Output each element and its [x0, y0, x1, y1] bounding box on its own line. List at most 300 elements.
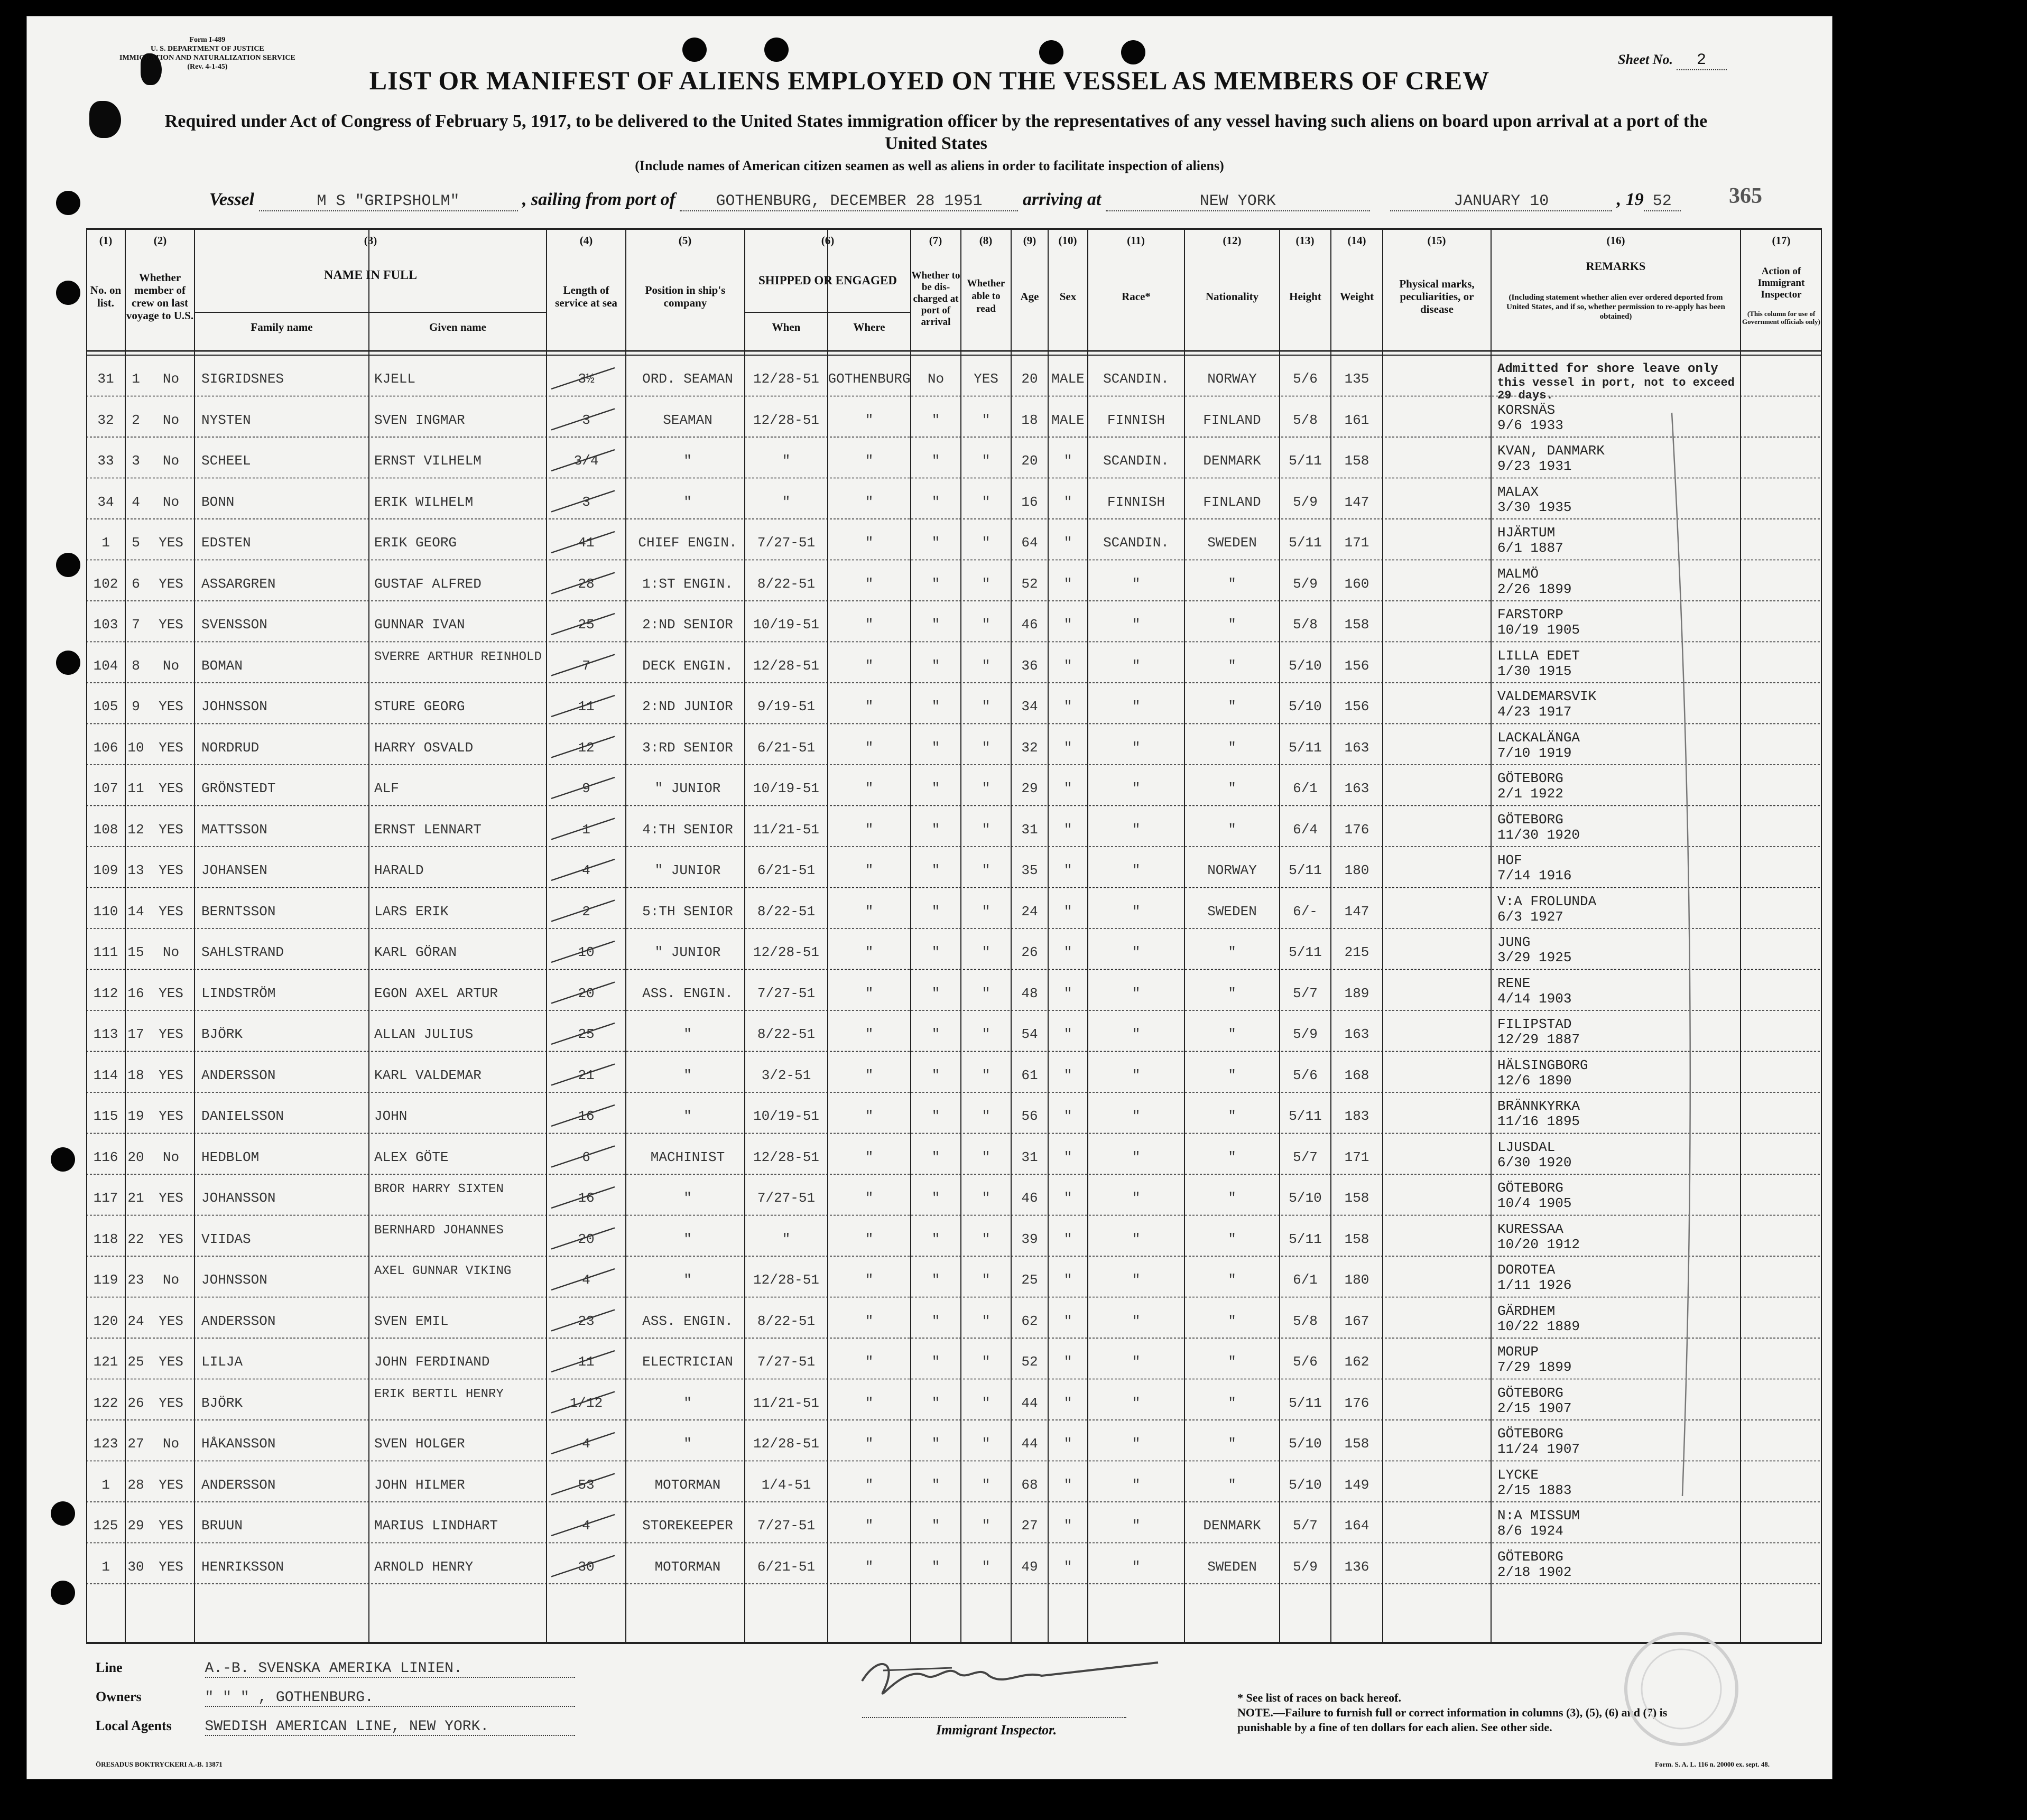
list-number: 1: [101, 535, 110, 551]
family-name: EDSTEN: [201, 535, 251, 551]
age: 31: [1021, 821, 1038, 838]
arrival-year: 52: [1644, 192, 1681, 211]
row-number: 13: [127, 862, 144, 878]
row-number: 2: [132, 412, 140, 428]
shipped-when: 10/19-51: [753, 781, 819, 796]
family-name: ASSARGREN: [201, 575, 276, 592]
given-name: ARNOLD HENRY: [374, 1558, 474, 1575]
family-name: BERNTSSON: [201, 903, 276, 920]
shipped-where: ": [865, 453, 874, 469]
prev-voyage: YES: [159, 1558, 183, 1575]
height: 5/11: [1289, 944, 1322, 960]
weight: 156: [1344, 657, 1369, 674]
nationality: NORWAY: [1207, 862, 1257, 878]
row-number: 20: [127, 1149, 144, 1165]
column-number: (9): [1023, 234, 1036, 247]
row-number: 28: [127, 1477, 144, 1493]
shipped-where: ": [865, 1067, 874, 1083]
line-value: A.-B. SVENSKA AMERIKA LINIEN.: [205, 1660, 575, 1678]
sex: ": [1063, 1477, 1072, 1493]
list-number: 122: [93, 1395, 118, 1411]
crew-table: [86, 228, 1822, 1644]
prev-voyage: No: [162, 657, 180, 674]
remarks-line2: 10/4 1905: [1497, 1195, 1572, 1211]
position: ASS. ENGIN.: [642, 1313, 733, 1329]
prev-voyage: YES: [159, 821, 183, 838]
department: U. S. DEPARTMENT OF JUSTICE: [151, 45, 264, 53]
discharged: ": [931, 821, 940, 838]
able-to-read: ": [982, 821, 991, 838]
remarks: [1497, 935, 1738, 965]
weight: 158: [1344, 1436, 1369, 1452]
able-to-read: ": [982, 862, 991, 878]
weight: 147: [1344, 494, 1369, 510]
height: 5/11: [1289, 1231, 1322, 1247]
age: 39: [1021, 1231, 1038, 1247]
discharged: ": [931, 699, 940, 714]
nationality: ": [1228, 1231, 1236, 1247]
length-of-service: 11: [578, 699, 595, 714]
height: 5/6: [1293, 1067, 1318, 1083]
remarks: [1497, 648, 1738, 679]
weight: 163: [1344, 739, 1369, 756]
remarks-line1: JUNG: [1497, 935, 1531, 950]
position: 4:TH SENIOR: [642, 821, 733, 838]
header-discharged: Whether to be dis-charged at port of arrival: [911, 270, 960, 328]
position: CHIEF ENGIN.: [638, 535, 737, 551]
family-name: JOHNSSON: [201, 699, 267, 714]
prev-voyage: YES: [159, 903, 183, 920]
age: 34: [1021, 699, 1038, 714]
prev-voyage: YES: [159, 575, 183, 592]
able-to-read: ": [982, 1108, 991, 1124]
height: 5/11: [1289, 453, 1322, 469]
shipped-where: ": [865, 821, 874, 838]
length-of-service: 4: [582, 1436, 590, 1452]
position: MOTORMAN: [654, 1477, 721, 1493]
remarks-line1: KVAN, DANMARK: [1497, 443, 1605, 459]
age: 20: [1021, 371, 1038, 387]
height: 5/11: [1289, 862, 1322, 878]
shipped-when: 3/2-51: [761, 1067, 811, 1083]
remarks-line1: GÖTEBORG: [1497, 771, 1563, 786]
discharged: ": [931, 1436, 940, 1452]
nationality: ": [1228, 1477, 1236, 1493]
column-number: (11): [1127, 234, 1145, 247]
shipped-when: 8/22-51: [757, 575, 816, 592]
discharged: ": [931, 1231, 940, 1247]
discharged: ": [931, 575, 940, 592]
height: 6/1: [1293, 1272, 1318, 1288]
arriving-label: arriving at: [1022, 190, 1102, 209]
prev-voyage: YES: [159, 1067, 183, 1083]
remarks: [1497, 812, 1738, 843]
remarks-line2: 1/11 1926: [1497, 1277, 1572, 1293]
prev-voyage: YES: [159, 1313, 183, 1329]
length-of-service: 3: [582, 494, 590, 510]
list-number: 115: [93, 1108, 118, 1124]
nationality: ": [1228, 617, 1236, 633]
age: 18: [1021, 412, 1038, 428]
race-note: * See list of races on back hereof.: [1237, 1691, 1401, 1704]
prev-voyage: YES: [159, 1395, 183, 1411]
remarks-line2: 11/16 1895: [1497, 1113, 1580, 1129]
remarks: [1497, 894, 1738, 925]
remarks: [1497, 1222, 1738, 1252]
shipped-when: 9/19-51: [757, 699, 816, 714]
position: 5:TH SENIOR: [642, 903, 733, 920]
header-sex: Sex: [1059, 290, 1077, 303]
prev-voyage: No: [162, 1436, 180, 1452]
list-number: 32: [97, 412, 114, 428]
remarks: [1497, 403, 1738, 433]
sex: ": [1063, 1026, 1072, 1042]
remarks: [1497, 485, 1738, 515]
row-number: 1: [132, 371, 140, 387]
length-of-service: 25: [578, 617, 595, 633]
remarks-line1: LJUSDAL: [1497, 1139, 1556, 1155]
nationality: ": [1228, 1190, 1236, 1206]
race: SCANDIN.: [1103, 535, 1169, 551]
given-name: BERNHARD JOHANNES: [374, 1223, 504, 1238]
shipped-where: ": [865, 617, 874, 633]
remarks-line1: KORSNÄS: [1497, 402, 1556, 418]
header-remarks: REMARKS: [1586, 259, 1646, 273]
position: ": [683, 1272, 692, 1288]
page-title: LIST OR MANIFEST OF ALIENS EMPLOYED ON THE VESSEL AS MEMBERS OF CREW: [369, 66, 1490, 95]
discharged: ": [931, 1354, 940, 1370]
weight: 158: [1344, 453, 1369, 469]
vessel-name: M S "GRIPSHOLM": [259, 192, 518, 211]
position: 1:ST ENGIN.: [642, 575, 733, 592]
nationality: ": [1228, 781, 1236, 796]
remarks: [1497, 1508, 1738, 1539]
family-name: DANIELSSON: [201, 1108, 284, 1124]
header-age: Age: [1020, 290, 1039, 303]
shipped-where: ": [865, 575, 874, 592]
shipped-where: ": [865, 862, 874, 878]
sex: ": [1063, 1558, 1072, 1575]
given-name: ERNST VILHELM: [374, 453, 482, 469]
manifest-sheet: [26, 16, 1832, 1779]
row-number: 17: [127, 1026, 144, 1042]
sex: ": [1063, 1436, 1072, 1452]
sex: ": [1063, 821, 1072, 838]
shipped-when: 7/27-51: [757, 1354, 816, 1370]
given-name: GUNNAR IVAN: [374, 617, 465, 633]
row-number: 25: [127, 1354, 144, 1370]
given-name: ERNST LENNART: [374, 821, 482, 838]
remarks: [1497, 1549, 1738, 1580]
nationality: DENMARK: [1203, 1518, 1261, 1534]
header-given-name: Given name: [429, 320, 486, 333]
remarks-line2: 10/19 1905: [1497, 622, 1580, 638]
able-to-read: ": [982, 535, 991, 551]
list-number: 102: [93, 575, 118, 592]
family-name: ANDERSSON: [201, 1477, 276, 1493]
able-to-read: ": [982, 1231, 991, 1247]
revision: (Rev. 4-1-45): [187, 63, 228, 71]
list-number: 104: [93, 657, 118, 674]
prev-voyage: No: [162, 494, 180, 510]
age: 24: [1021, 903, 1038, 920]
list-number: 1: [101, 1558, 110, 1575]
position: ": [683, 1067, 692, 1083]
shipped-where: ": [865, 1108, 874, 1124]
height: 6/1: [1293, 781, 1318, 796]
sex: ": [1063, 1067, 1072, 1083]
punch-hole: [51, 1147, 75, 1172]
weight: 161: [1344, 412, 1369, 428]
column-number: (8): [979, 234, 993, 247]
sex: ": [1063, 494, 1072, 510]
race: SCANDIN.: [1103, 371, 1169, 387]
age: 25: [1021, 1272, 1038, 1288]
prev-voyage: YES: [159, 1026, 183, 1042]
height: 5/10: [1289, 699, 1322, 714]
remarks-line1: LYCKE: [1497, 1467, 1539, 1483]
header-height: Height: [1289, 290, 1321, 303]
punch-hole: [56, 553, 80, 577]
remarks-line1: MALAX: [1497, 484, 1539, 500]
shipped-when: 7/27-51: [757, 535, 816, 551]
list-number: 116: [93, 1149, 118, 1165]
discharged: ": [931, 1313, 940, 1329]
shipped-when: ": [782, 1231, 791, 1247]
remarks-line1: FARSTORP: [1497, 607, 1563, 623]
age: 29: [1021, 781, 1038, 796]
shipped-where: ": [865, 1231, 874, 1247]
length-of-service: 6: [582, 1149, 590, 1165]
height: 5/10: [1289, 1190, 1322, 1206]
shipped-when: 8/22-51: [757, 1026, 816, 1042]
remarks-line1: BRÄNNKYRKA: [1497, 1099, 1580, 1114]
list-number: 121: [93, 1354, 118, 1370]
position: ELECTRICIAN: [642, 1354, 733, 1370]
given-name: ERIK GEORG: [374, 535, 457, 551]
race: ": [1132, 1436, 1141, 1452]
discharged: ": [931, 1518, 940, 1534]
length-of-service: 3/4: [573, 453, 599, 469]
weight: 158: [1344, 1231, 1369, 1247]
departure-port: GOTHENBURG, DECEMBER 28 1951: [680, 192, 1018, 211]
prev-voyage: YES: [159, 617, 183, 633]
row-number: 4: [132, 494, 140, 510]
able-to-read: ": [982, 944, 991, 960]
remarks: [1497, 1058, 1738, 1089]
weight: 136: [1344, 1558, 1369, 1575]
given-name: SVEN HOLGER: [374, 1436, 465, 1452]
length-of-service: 11: [578, 1354, 595, 1370]
prev-voyage: YES: [159, 1231, 183, 1247]
prev-voyage: No: [162, 944, 180, 960]
weight: 160: [1344, 575, 1369, 592]
remarks-line1: MALMÖ: [1497, 566, 1539, 582]
remarks-line2: 2/1 1922: [1497, 786, 1563, 802]
height: 5/7: [1293, 985, 1318, 1001]
shipped-when: 6/21-51: [757, 862, 816, 878]
family-name: BJÖRK: [201, 1026, 243, 1042]
family-name: HENRIKSSON: [201, 1558, 284, 1575]
header-physical-marks: Physical marks, peculiarities, or disease: [1399, 277, 1475, 315]
prev-voyage: YES: [159, 1190, 183, 1206]
sex: ": [1063, 1518, 1072, 1534]
height: 5/7: [1293, 1518, 1318, 1534]
race: ": [1132, 1313, 1141, 1329]
given-name: AXEL GUNNAR VIKING: [374, 1265, 512, 1278]
nationality: ": [1228, 821, 1236, 838]
prev-voyage: No: [162, 453, 180, 469]
form-reference: Form. S. A. L. 116 n. 20000 ex. sept. 48.: [1655, 1760, 1770, 1768]
line-label: Line: [96, 1660, 123, 1675]
family-name: BONN: [201, 494, 235, 510]
shipped-where: ": [865, 412, 874, 428]
age: 52: [1021, 1354, 1038, 1370]
remarks: [1497, 976, 1738, 1007]
list-number: 120: [93, 1313, 118, 1329]
discharged: ": [931, 1558, 940, 1575]
prev-voyage: YES: [159, 1354, 183, 1370]
prev-voyage: No: [162, 371, 180, 387]
weight: 162: [1344, 1354, 1369, 1370]
race: ": [1132, 1231, 1141, 1247]
shipped-where: ": [865, 1190, 874, 1206]
remarks: [1497, 1262, 1738, 1293]
sex: ": [1063, 1190, 1072, 1206]
penalty-note: NOTE.—Failure to furnish full or correct information in columns (3), (5), (6) and (7) is punishable by a fine of ten dollars for each alien. See other side.: [1237, 1706, 1668, 1734]
height: 5/9: [1293, 1026, 1318, 1042]
remarks-line1: RENE: [1497, 976, 1531, 991]
family-name: LILJA: [201, 1354, 243, 1370]
given-name: KARL GÖRAN: [374, 944, 457, 960]
shipped-when: 12/28-51: [753, 1436, 819, 1452]
weight: 180: [1344, 1272, 1369, 1288]
age: 32: [1021, 739, 1038, 756]
position: " JUNIOR: [654, 781, 721, 796]
shipped-where: ": [865, 699, 874, 714]
discharged: ": [931, 1067, 940, 1083]
shipped-where: ": [865, 1395, 874, 1411]
sex: ": [1063, 699, 1072, 714]
height: 5/6: [1293, 371, 1318, 387]
age: 27: [1021, 1518, 1038, 1534]
row-number: 26: [127, 1395, 144, 1411]
able-to-read: ": [982, 1272, 991, 1288]
discharged: ": [931, 1149, 940, 1165]
header-when: When: [772, 320, 801, 333]
weight: 176: [1344, 821, 1369, 838]
shipped-when: 7/27-51: [757, 1190, 816, 1206]
able-to-read: ": [982, 617, 991, 633]
remarks-line2: 7/10 1919: [1497, 745, 1572, 761]
sex: MALE: [1051, 412, 1085, 428]
prev-voyage: No: [162, 412, 180, 428]
shipped-where: ": [865, 1558, 874, 1575]
remarks-line2: 11/24 1907: [1497, 1441, 1580, 1457]
remarks: [1497, 1017, 1738, 1047]
able-to-read: ": [982, 1518, 991, 1534]
punch-hole: [764, 38, 789, 62]
column-number: (10): [1058, 234, 1077, 247]
position: DECK ENGIN.: [642, 657, 733, 674]
length-of-service: 3½: [578, 371, 595, 387]
prev-voyage: YES: [159, 699, 183, 714]
shipped-where: ": [865, 657, 874, 674]
weight: 167: [1344, 1313, 1369, 1329]
length-of-service: 12: [578, 739, 595, 756]
length-of-service: 9: [582, 781, 590, 796]
header-shipped: SHIPPED OR ENGAGED: [758, 274, 897, 287]
shipped-when: 7/27-51: [757, 985, 816, 1001]
race: ": [1132, 739, 1141, 756]
length-of-service: 20: [578, 1231, 595, 1247]
shipped-where: ": [865, 1272, 874, 1288]
nationality: ": [1228, 1067, 1236, 1083]
sex: ": [1063, 1149, 1072, 1165]
header-weight: Weight: [1339, 290, 1374, 303]
remarks-line2: 6/1 1887: [1497, 540, 1563, 556]
nationality: ": [1228, 739, 1236, 756]
remarks: [1497, 443, 1738, 474]
able-to-read: YES: [974, 371, 998, 387]
header-nationality: Nationality: [1205, 290, 1259, 303]
race: ": [1132, 1149, 1141, 1165]
sheet-label: Sheet No.: [1618, 52, 1673, 67]
list-number: 105: [93, 699, 118, 714]
remarks: [1497, 567, 1738, 597]
position: 2:ND JUNIOR: [642, 699, 733, 714]
header-prev-voyage: Whether member of crew on last voyage to U.S.: [126, 271, 194, 322]
weight: 176: [1344, 1395, 1369, 1411]
nationality: SWEDEN: [1207, 535, 1257, 551]
age: 44: [1021, 1436, 1038, 1452]
owners-value: " " " , GOTHENBURG.: [205, 1689, 575, 1707]
height: 5/11: [1289, 1395, 1322, 1411]
subtitle-note: (Include names of American citizen seamen as well as aliens in order to facilitate inspection of aliens): [635, 158, 1224, 173]
family-name: ANDERSSON: [201, 1313, 276, 1329]
family-name: SVENSSON: [201, 617, 267, 633]
sex: ": [1063, 1354, 1072, 1370]
sex: ": [1063, 1313, 1072, 1329]
row-number: 15: [127, 944, 144, 960]
remarks-line1: VALDEMARSVIK: [1497, 689, 1597, 704]
list-number: 106: [93, 739, 118, 756]
shipped-where: ": [865, 781, 874, 796]
family-name: SCHEEL: [201, 453, 251, 469]
age: 36: [1021, 657, 1038, 674]
weight: 215: [1344, 944, 1369, 960]
race: ": [1132, 575, 1141, 592]
weight: 156: [1344, 699, 1369, 714]
family-name: VIIDAS: [201, 1231, 251, 1247]
able-to-read: ": [982, 1354, 991, 1370]
header-read: Whether able to read: [967, 278, 1005, 314]
weight: 189: [1344, 985, 1369, 1001]
age: 16: [1021, 494, 1038, 510]
given-name: HARALD: [374, 862, 424, 878]
nationality: ": [1228, 985, 1236, 1001]
race: ": [1132, 1558, 1141, 1575]
discharged: ": [931, 535, 940, 551]
able-to-read: ": [982, 699, 991, 714]
discharged: ": [931, 1272, 940, 1288]
remarks: [1497, 1140, 1738, 1171]
shipped-when: 12/28-51: [753, 371, 819, 387]
length-of-service: 4: [582, 862, 590, 878]
subtitle: Required under Act of Congress of February 5, 1917, to be delivered to the United States immigration officer by the representatives of any vessel having such aliens on board upon arrival at a port of the United States: [164, 112, 1708, 153]
remarks: [1497, 1386, 1738, 1416]
height: 5/10: [1289, 1477, 1322, 1493]
